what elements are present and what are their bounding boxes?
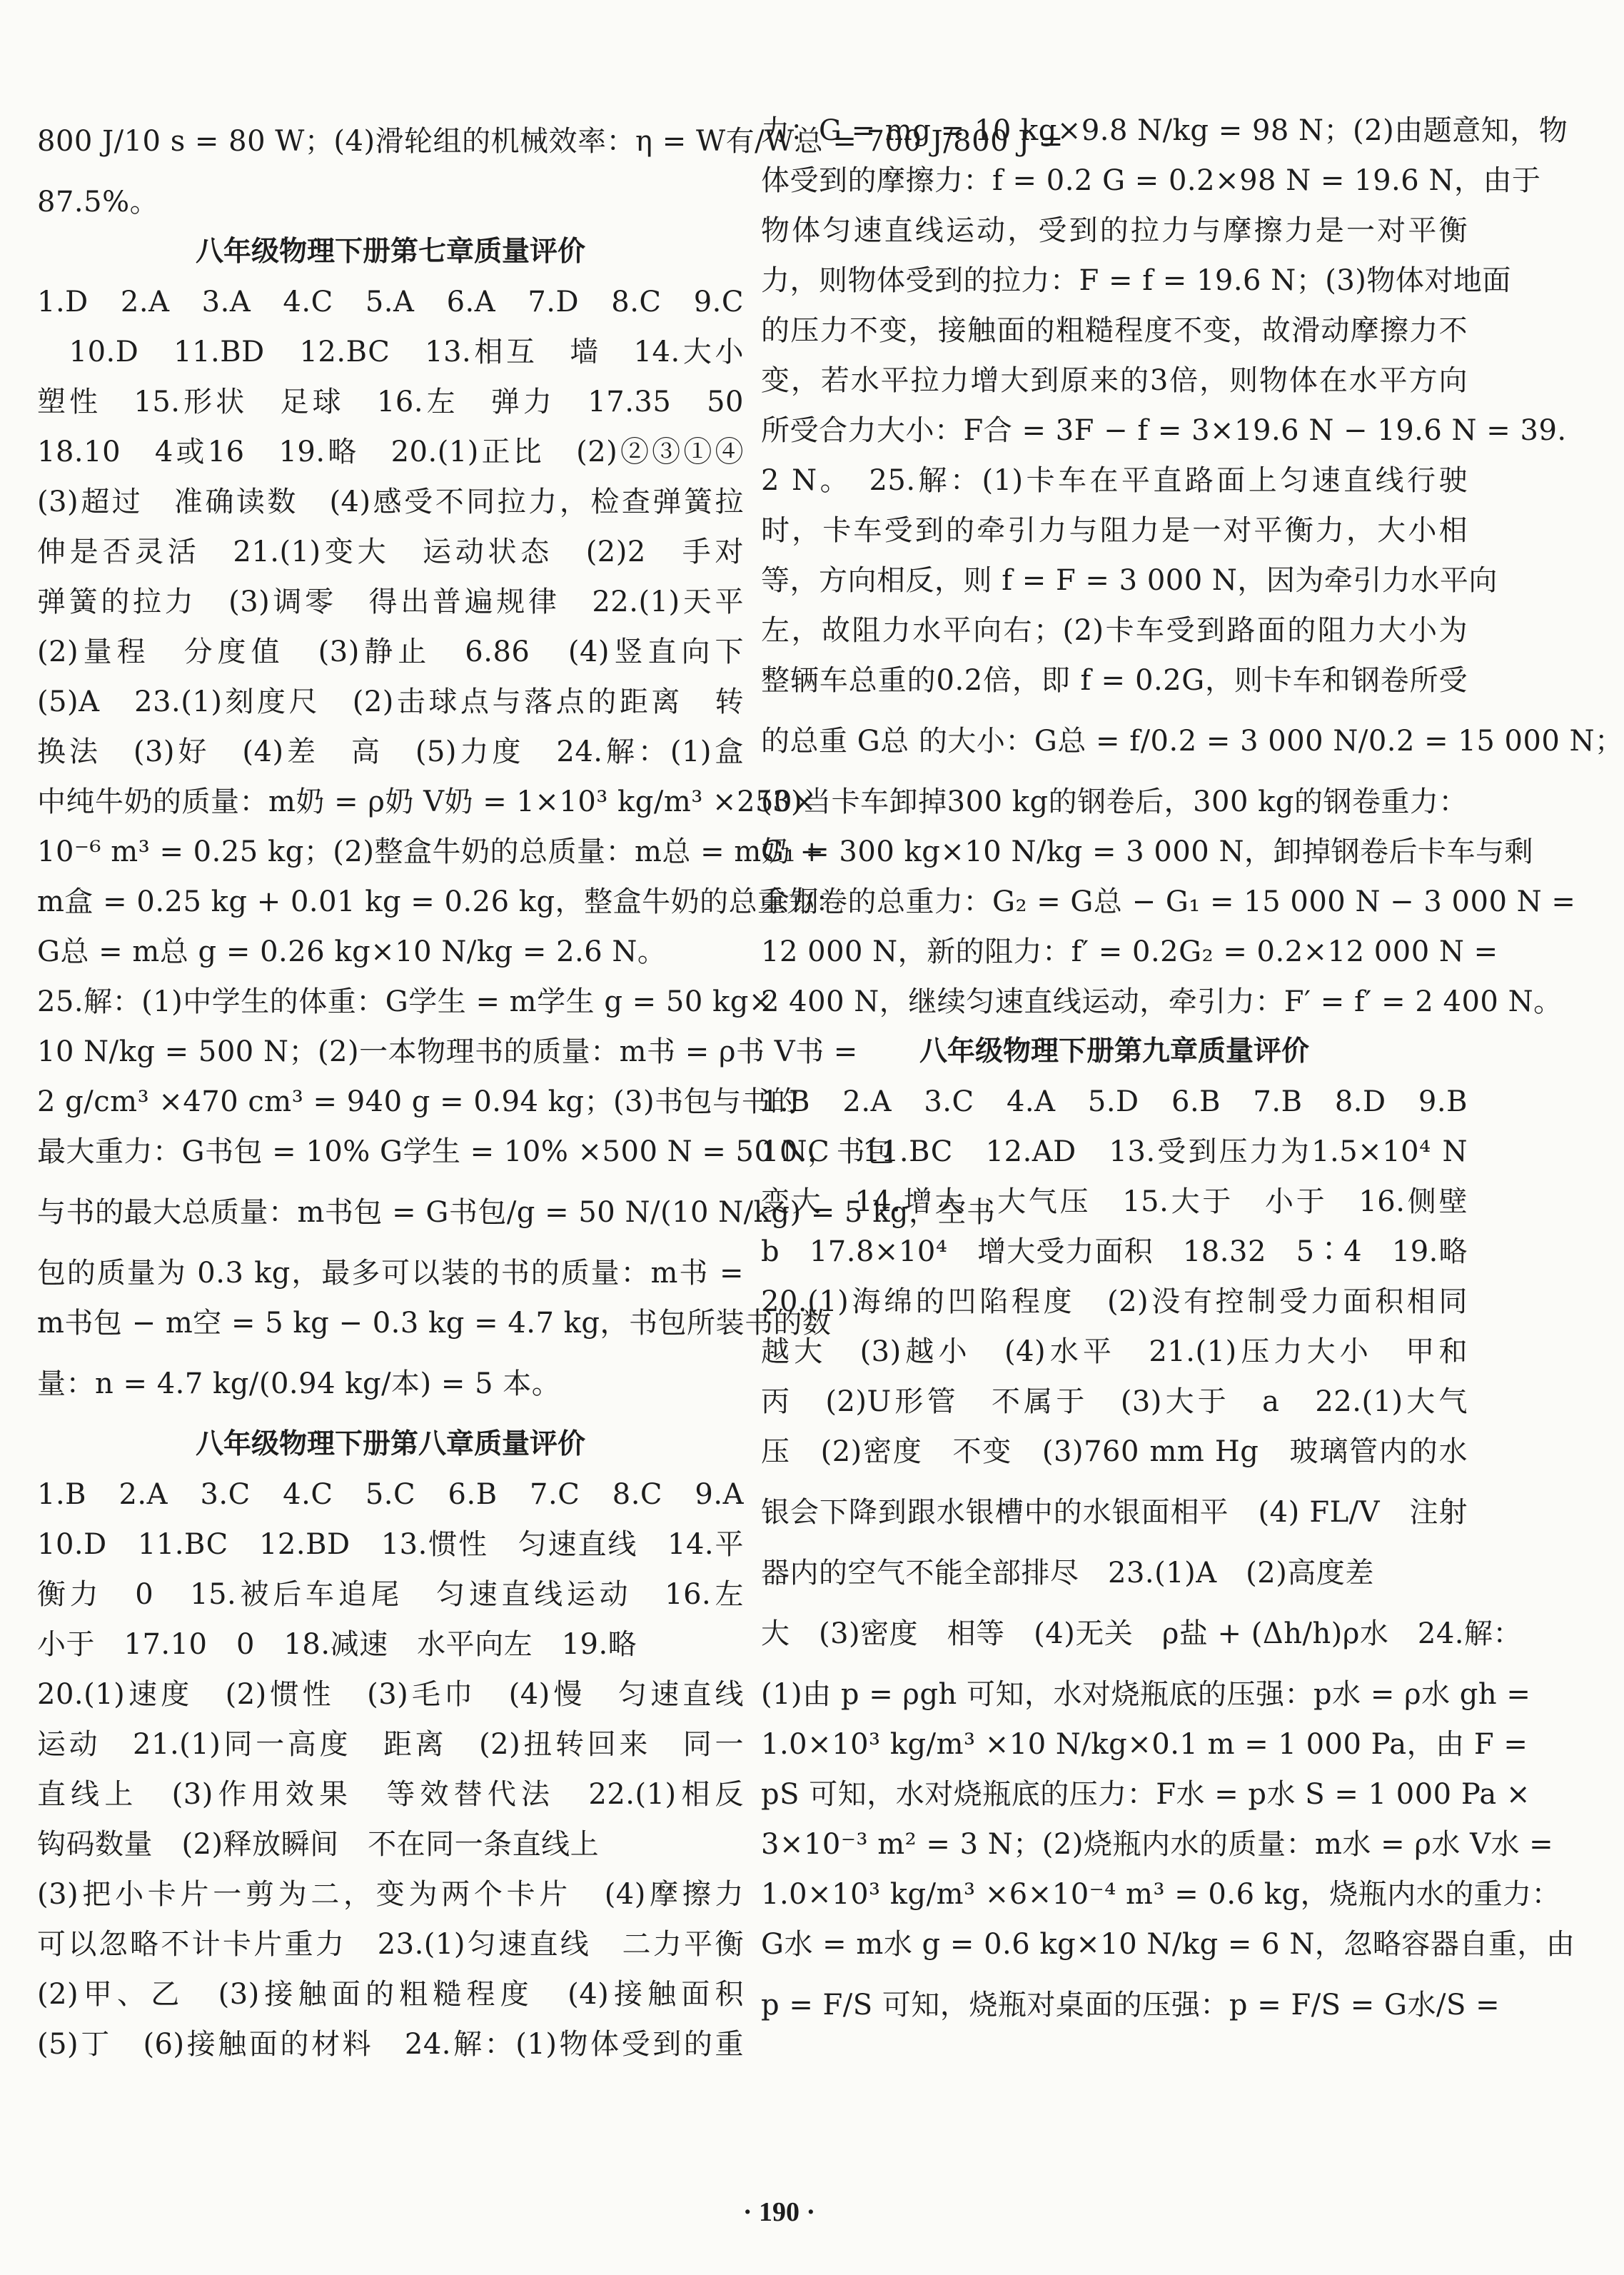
right-text-line: 10.C 11.BC 12.AD 13.受到压力为1.5×10⁴ N	[761, 1135, 1468, 1168]
right-text-line: 时，卡车受到的牵引力与阻力是一对平衡力，大小相	[761, 514, 1468, 547]
left-text-line: m书包 − m空 = 5 kg − 0.3 kg = 4.7 kg，书包所装书的数	[37, 1307, 832, 1340]
left-text-line: 1.B 2.A 3.C 4.C 5.C 6.B 7.C 8.C 9.A	[37, 1478, 744, 1511]
left-text-line: (3)超过 准确读数 (4)感受不同拉力，检查弹簧拉	[37, 486, 744, 518]
right-text-line: 变，若水平拉力增大到原来的3倍，则物体在水平方向	[761, 364, 1468, 397]
section-heading: 八年级物理下册第九章质量评价	[919, 1035, 1309, 1068]
right-text-line: 力，则物体受到的拉力：F = f = 19.6 N；(3)物体对地面	[761, 264, 1511, 297]
left-text-line: (5)A 23.(1)刻度尺 (2)击球点与落点的距离 转	[37, 685, 744, 718]
page-number: · 190 ·	[742, 2197, 816, 2227]
left-text-line: 10.D 11.BD 12.BC 13.相互 墙 14.大小	[37, 336, 744, 368]
right-text-line: (3)当卡车卸掉300 kg的钢卷后，300 kg的钢卷重力：	[761, 785, 1468, 818]
left-text-line: 塑性 15.形状 足球 16.左 弹力 17.35 50	[37, 386, 744, 418]
right-text-line: 2 400 N，继续匀速直线运动，牵引力：F′ = f′ = 2 400 N。	[761, 985, 1563, 1018]
right-text-line: 1.0×10³ kg/m³ ×6×10⁻⁴ m³ = 0.6 kg，烧瓶内水的重力：	[761, 1878, 1561, 1911]
right-text-line: 整辆车总重的0.2倍，即 f = 0.2G，则卡车和钢卷所受	[761, 664, 1468, 697]
right-text-line: G水 = m水 g = 0.6 kg×10 N/kg = 6 N，忽略容器自重，由	[761, 1928, 1575, 1961]
left-text-line: 10 N/kg = 500 N；(2)一本物理书的质量：m书 = ρ书 V书 =	[37, 1035, 858, 1068]
right-text-line: b 17.8×10⁴ 增大受力面积 18.32 5∶4 19.略	[761, 1235, 1468, 1268]
right-text-line: 余钢卷的总重力：G₂ = G总 − G₁ = 15 000 N − 3 000 N =	[761, 885, 1576, 918]
left-text-line: 与书的最大总质量：m书包 = G书包/g = 50 N/(10 N/kg) = 5 kg，空书	[37, 1196, 996, 1229]
right-text-line: 3×10⁻³ m² = 3 N；(2)烧瓶内水的质量：m水 = ρ水 V水 =	[761, 1828, 1554, 1861]
right-text-line: 1.0×10³ kg/m³ ×10 N/kg×0.1 m = 1 000 Pa，由 F =	[761, 1728, 1528, 1761]
left-text-line: 87.5%。	[37, 186, 159, 219]
left-text-line: 伸是否灵活 21.(1)变大 运动状态 (2)2 手对	[37, 536, 744, 568]
right-text-line: 等，方向相反，则 f = F = 3 000 N，因为牵引力水平向	[761, 564, 1498, 597]
left-text-line: 衡力 0 15.被后车追尾 匀速直线运动 16.左	[37, 1578, 744, 1611]
right-text-line: 1.B 2.A 3.C 4.A 5.D 6.B 7.B 8.D 9.B	[761, 1085, 1468, 1118]
left-text-line: 20.(1)速度 (2)惯性 (3)毛巾 (4)慢 匀速直线	[37, 1678, 744, 1711]
right-text-line: 大 (3)密度 相等 (4)无关 ρ盐 + (Δh/h)ρ水 24.解：	[761, 1617, 1523, 1650]
right-text-line: pS 可知，水对烧瓶底的压力：F水 = p水 S = 1 000 Pa ×	[761, 1778, 1531, 1811]
left-text-line: (2)甲、乙 (3)接触面的粗糙程度 (4)接触面积	[37, 1978, 744, 2011]
right-text-line: 2 N。 25.解：(1)卡车在平直路面上匀速直线行驶	[761, 464, 1468, 497]
left-text-line: 可以忽略不计卡片重力 23.(1)匀速直线 二力平衡	[37, 1928, 744, 1961]
right-text-line: 12 000 N，新的阻力：f′ = 0.2G₂ = 0.2×12 000 N =	[761, 935, 1498, 968]
left-text-line: 最大重力：G书包 = 10% G学生 = 10% ×500 N = 50 N，书包	[37, 1135, 894, 1168]
right-text-line: G₁ = 300 kg×10 N/kg = 3 000 N，卸掉钢卷后卡车与剩	[761, 835, 1533, 868]
right-text-line: 银会下降到跟水银槽中的水银面相平 (4) FL/V 注射	[761, 1496, 1468, 1529]
left-column	[37, 106, 1064, 2069]
left-text-line: 1.D 2.A 3.A 4.C 5.A 6.A 7.D 8.C 9.C	[37, 286, 744, 318]
right-column	[761, 106, 1624, 2041]
left-text-line: 量：n = 4.7 kg/(0.94 kg/本) = 5 本。	[37, 1367, 561, 1400]
right-text-line: 的压力不变，接触面的粗糙程度不变，故滑动摩擦力不	[761, 314, 1468, 347]
right-text-line: 器内的空气不能全部排尽 23.(1)A (2)高度差	[761, 1557, 1374, 1590]
left-text-line: G总 = m总 g = 0.26 kg×10 N/kg = 2.6 N。	[37, 935, 667, 968]
left-text-line: 换法 (3)好 (4)差 高 (5)力度 24.解：(1)盒	[37, 735, 744, 768]
left-text-line: 25.解：(1)中学生的体重：G学生 = m学生 g = 50 kg×	[37, 985, 773, 1018]
left-text-line: 钩码数量 (2)释放瞬间 不在同一条直线上	[37, 1828, 600, 1861]
right-text-line: 物体匀速直线运动，受到的拉力与摩擦力是一对平衡	[761, 214, 1468, 247]
left-text-line: m盒 = 0.25 kg + 0.01 kg = 0.26 kg，整盒牛奶的总重力：	[37, 885, 844, 918]
right-text-line: 力：G = mg = 10 kg×9.8 N/kg = 98 N；(2)由题意知，物	[761, 114, 1568, 147]
left-text-line: 10⁻⁶ m³ = 0.25 kg；(2)整盒牛奶的总质量：m总 = m奶 +	[37, 835, 824, 868]
right-text-line: 的总重 G总 的大小：G总 = f/0.2 = 3 000 N/0.2 = 15 000 N；	[761, 725, 1624, 758]
left-text-line: 包的质量为 0.3 kg，最多可以装的书的质量：m书 =	[37, 1257, 744, 1290]
right-text-line: 左，故阻力水平向右；(2)卡车受到路面的阻力大小为	[761, 614, 1468, 647]
right-text-line: (1)由 p = ρgh 可知，水对烧瓶底的压强：p水 = ρ水 gh =	[761, 1678, 1531, 1711]
right-text-line: 20.(1)海绵的凹陷程度 (2)没有控制受力面积相同	[761, 1285, 1468, 1318]
right-text-line: 越大 (3)越小 (4)水平 21.(1)压力大小 甲和	[761, 1335, 1468, 1368]
left-text-line: 小于 17.10 0 18.减速 水平向左 19.略	[37, 1628, 637, 1661]
left-text-line: 中纯牛奶的质量：m奶 = ρ奶 V奶 = 1×10³ kg/m³ ×250×	[37, 785, 817, 818]
right-text-line: 丙 (2)U形管 不属于 (3)大于 a 22.(1)大气	[761, 1385, 1468, 1418]
left-text-line: 直线上 (3)作用效果 等效替代法 22.(1)相反	[37, 1778, 744, 1811]
section-heading: 八年级物理下册第八章质量评价	[195, 1428, 585, 1460]
right-text-line: 变大 14.增大 大气压 15.大于 小于 16.侧壁	[761, 1185, 1468, 1218]
right-text-line: 压 (2)密度 不变 (3)760 mm Hg 玻璃管内的水	[761, 1435, 1468, 1468]
section-heading: 八年级物理下册第七章质量评价	[195, 236, 585, 268]
left-text-line: 运动 21.(1)同一高度 距离 (2)扭转回来 同一	[37, 1728, 744, 1761]
left-text-line: (3)把小卡片一剪为二，变为两个卡片 (4)摩擦力	[37, 1878, 744, 1911]
right-text-line: 所受合力大小：F合 = 3F − f = 3×19.6 N − 19.6 N = 39.	[761, 414, 1567, 447]
left-text-line: (2)量程 分度值 (3)静止 6.86 (4)竖直向下	[37, 636, 744, 668]
left-text-line: 10.D 11.BC 12.BD 13.惯性 匀速直线 14.平	[37, 1528, 744, 1561]
left-text-line: 800 J/10 s = 80 W；(4)滑轮组的机械效率：η = W有/W总 = 700 J/800 J =	[37, 125, 1064, 158]
left-text-line: 2 g/cm³ ×470 cm³ = 940 g = 0.94 kg；(3)书包与书的	[37, 1085, 800, 1118]
left-text-line: 18.10 4或16 19.略 20.(1)正比 (2)②③①④	[37, 436, 744, 468]
left-text-line: (5)丁 (6)接触面的材料 24.解：(1)物体受到的重	[37, 2028, 744, 2061]
right-text-line: 体受到的摩擦力：f = 0.2 G = 0.2×98 N = 19.6 N，由于	[761, 164, 1541, 197]
right-text-line: p = F/S 可知，烧瓶对桌面的压强：p = F/S = G水/S =	[761, 1989, 1501, 2022]
left-text-line: 弹簧的拉力 (3)调零 得出普遍规律 22.(1)天平	[37, 586, 744, 618]
